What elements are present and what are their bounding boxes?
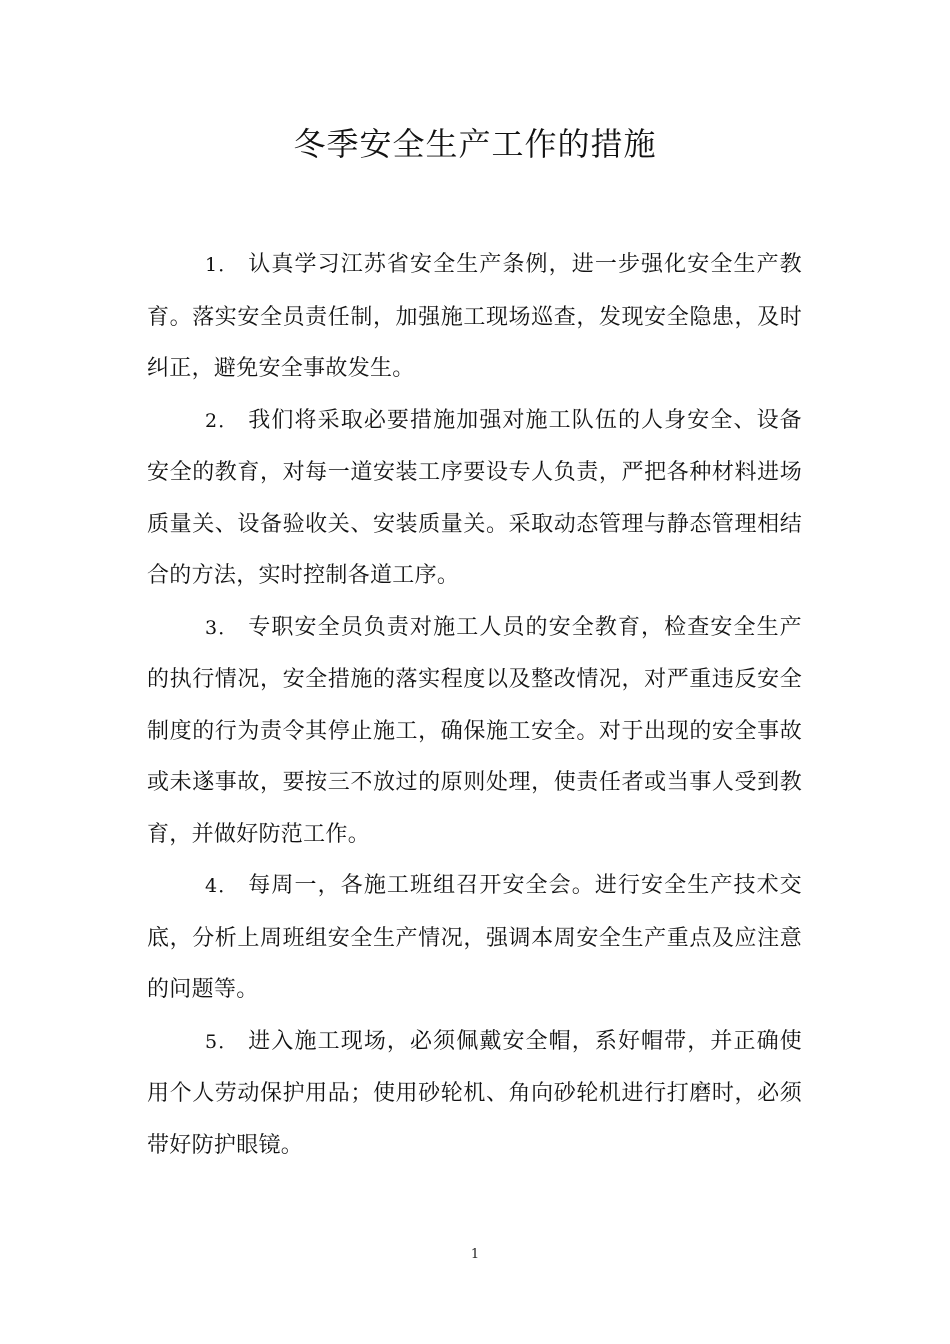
document-body (147, 239, 802, 1171)
paragraph-text: 专职安全员负责对施工人员的安全教育，检查安全生产的执行情况，安全措施的落实程度以及整改情况，对严重违反安全制度的行为责令其停止施工，确保施工安全。对于出现的安全事故或未遂事故，要按三不放过的原则处理，使责任者或当事人受到教育，并做好防范工作。 (147, 614, 802, 847)
page-title: 冬季安全生产工作的措施 (293, 125, 657, 163)
paragraph-4 (147, 860, 802, 1016)
paragraph-text: 我们将采取必要措施加强对施工队伍的人身安全、设备安全的教育，对每一道安装工序要设专人负责，严把各种材料进场质量关、设备验收关、安装质量关。采取动态管理与静态管理相结合的方法，实时控制各道工序。 (147, 407, 802, 588)
paragraph-text: 每周一，各施工班组召开安全会。进行安全生产技术交底，分析上周班组安全生产情况，强调本周安全生产重点及应注意的问题等。 (147, 873, 802, 1002)
paragraph-number: 2． (205, 409, 239, 432)
paragraph-1 (147, 239, 802, 395)
paragraph-5 (147, 1016, 802, 1172)
paragraph-number: 1． (205, 254, 239, 276)
paragraph-3 (147, 602, 802, 861)
paragraph-number: 4． (205, 875, 239, 897)
paragraph-number: 5． (205, 1030, 239, 1053)
paragraph-text: 认真学习江苏省安全生产条例，进一步强化安全生产教育。落实安全员责任制，加强施工现场巡查，发现安全隐患，及时纠正，避免安全事故发生。 (147, 252, 802, 381)
page-number: 1 (470, 1247, 480, 1262)
paragraph-text: 进入施工现场，必须佩戴安全帽，系好帽带，并正确使用个人劳动保护用品；使用砂轮机、角向砂轮机进行打磨时，必须带好防护眼镜。 (147, 1028, 802, 1158)
paragraph-2 (147, 395, 802, 602)
paragraph-number: 3． (205, 616, 239, 639)
